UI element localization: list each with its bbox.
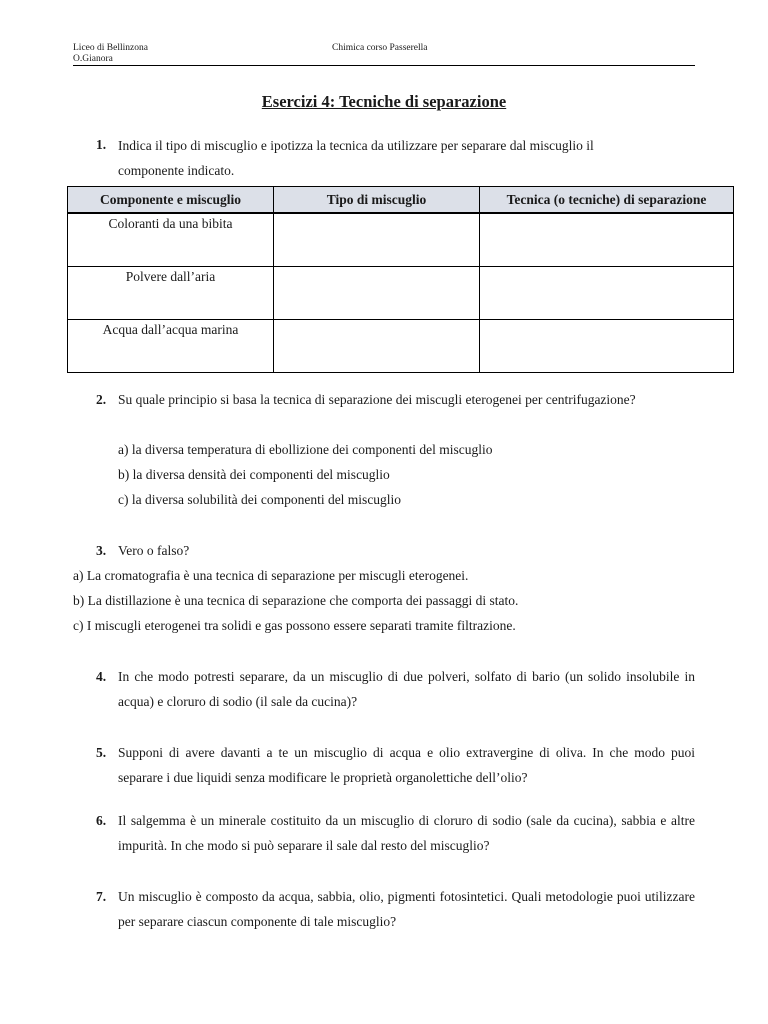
author-name: O.Gianora [73,54,113,64]
q5-text: Supponi di avere davanti a te un miscuglio di acqua e olio extravergine di oliva. In che modo puoi separare i due liquidi senza modificare le proprietà organolettiche dell’olio? [118,745,695,785]
table-cell-component: Polvere dall’aria [68,267,274,320]
course-name: Chimica corso Passerella [332,43,428,53]
q3-item-b: b) La distillazione è una tecnica di separazione che comporta dei passaggi di stato. [73,593,519,608]
table-cell-technique[interactable] [480,320,734,373]
table-cell-type[interactable] [274,320,480,373]
q3-items [73,563,695,638]
q1-text [118,133,695,183]
table-header-cell: Tecnica (o tecniche) di separazione [480,187,734,214]
q2-option-b: b) la diversa densità dei componenti del miscuglio [118,467,390,482]
q2-number: 2. [96,392,107,407]
q2-option-c: c) la diversa solubilità dei componenti del miscuglio [118,492,402,507]
header-rule [73,65,695,66]
q7-number: 7. [96,889,107,904]
q1-line1: Indica il tipo di miscuglio e ipotizza la tecnica da utilizzare per separare dal miscuglio il [118,138,594,153]
table-cell-technique[interactable] [480,213,734,267]
header-left [73,43,148,65]
q2-option-a: a) la diversa temperatura di ebollizione dei componenti del miscuglio [118,442,493,457]
q2-options [118,437,695,512]
table-cell-component: Acqua dall’acqua marina [68,320,274,373]
table-row [68,213,734,267]
table-header-row [68,187,734,214]
q4-text: In che modo potresti separare, da un miscuglio di due polveri, solfato di bario (un solido insolubile in acqua) e cloruro di sodio (il sale da cucina)? [118,669,695,709]
q6-text: Il salgemma è un minerale costituito da un miscuglio di cloruro di sodio (sale da cucina), sabbia e altre impurità. In che modo si può separare il sale dal resto del miscuglio? [118,813,695,853]
q7-text: Un miscuglio è composto da acqua, sabbia, olio, pigmenti fotosintetici. Quali metodologie puoi utilizzare per separare ciascun componente di tale miscuglio? [118,889,695,929]
q3-item-c: c) I miscugli eterogenei tra solidi e gas possono essere separati tramite filtrazione. [73,618,516,633]
table-row [68,267,734,320]
q3-text: Vero o falso? [118,543,190,558]
table-row [68,320,734,373]
table-cell-technique[interactable] [480,267,734,320]
separation-table [67,186,734,373]
q3-number: 3. [96,543,107,558]
q4-number: 4. [96,669,107,684]
q6-number: 6. [96,813,107,828]
table-cell-component: Coloranti da una bibita [68,213,274,267]
table-header-cell: Componente e miscuglio [68,187,274,214]
q2-text: Su quale principio si basa la tecnica di separazione dei miscugli eterogenei per centrifugazione? [118,392,636,407]
q1-number: 1. [96,137,107,152]
q3-item-a: a) La cromatografia è una tecnica di separazione per miscugli eterogenei. [73,568,469,583]
table-header-cell: Tipo di miscuglio [274,187,480,214]
school-name: Liceo di Bellinzona [73,43,148,53]
table-cell-type[interactable] [274,213,480,267]
table-cell-type[interactable] [274,267,480,320]
q1-line2: componente indicato. [118,163,235,178]
q5-number: 5. [96,745,107,760]
page-title: Esercizi 4: Tecniche di separazione [261,92,507,111]
